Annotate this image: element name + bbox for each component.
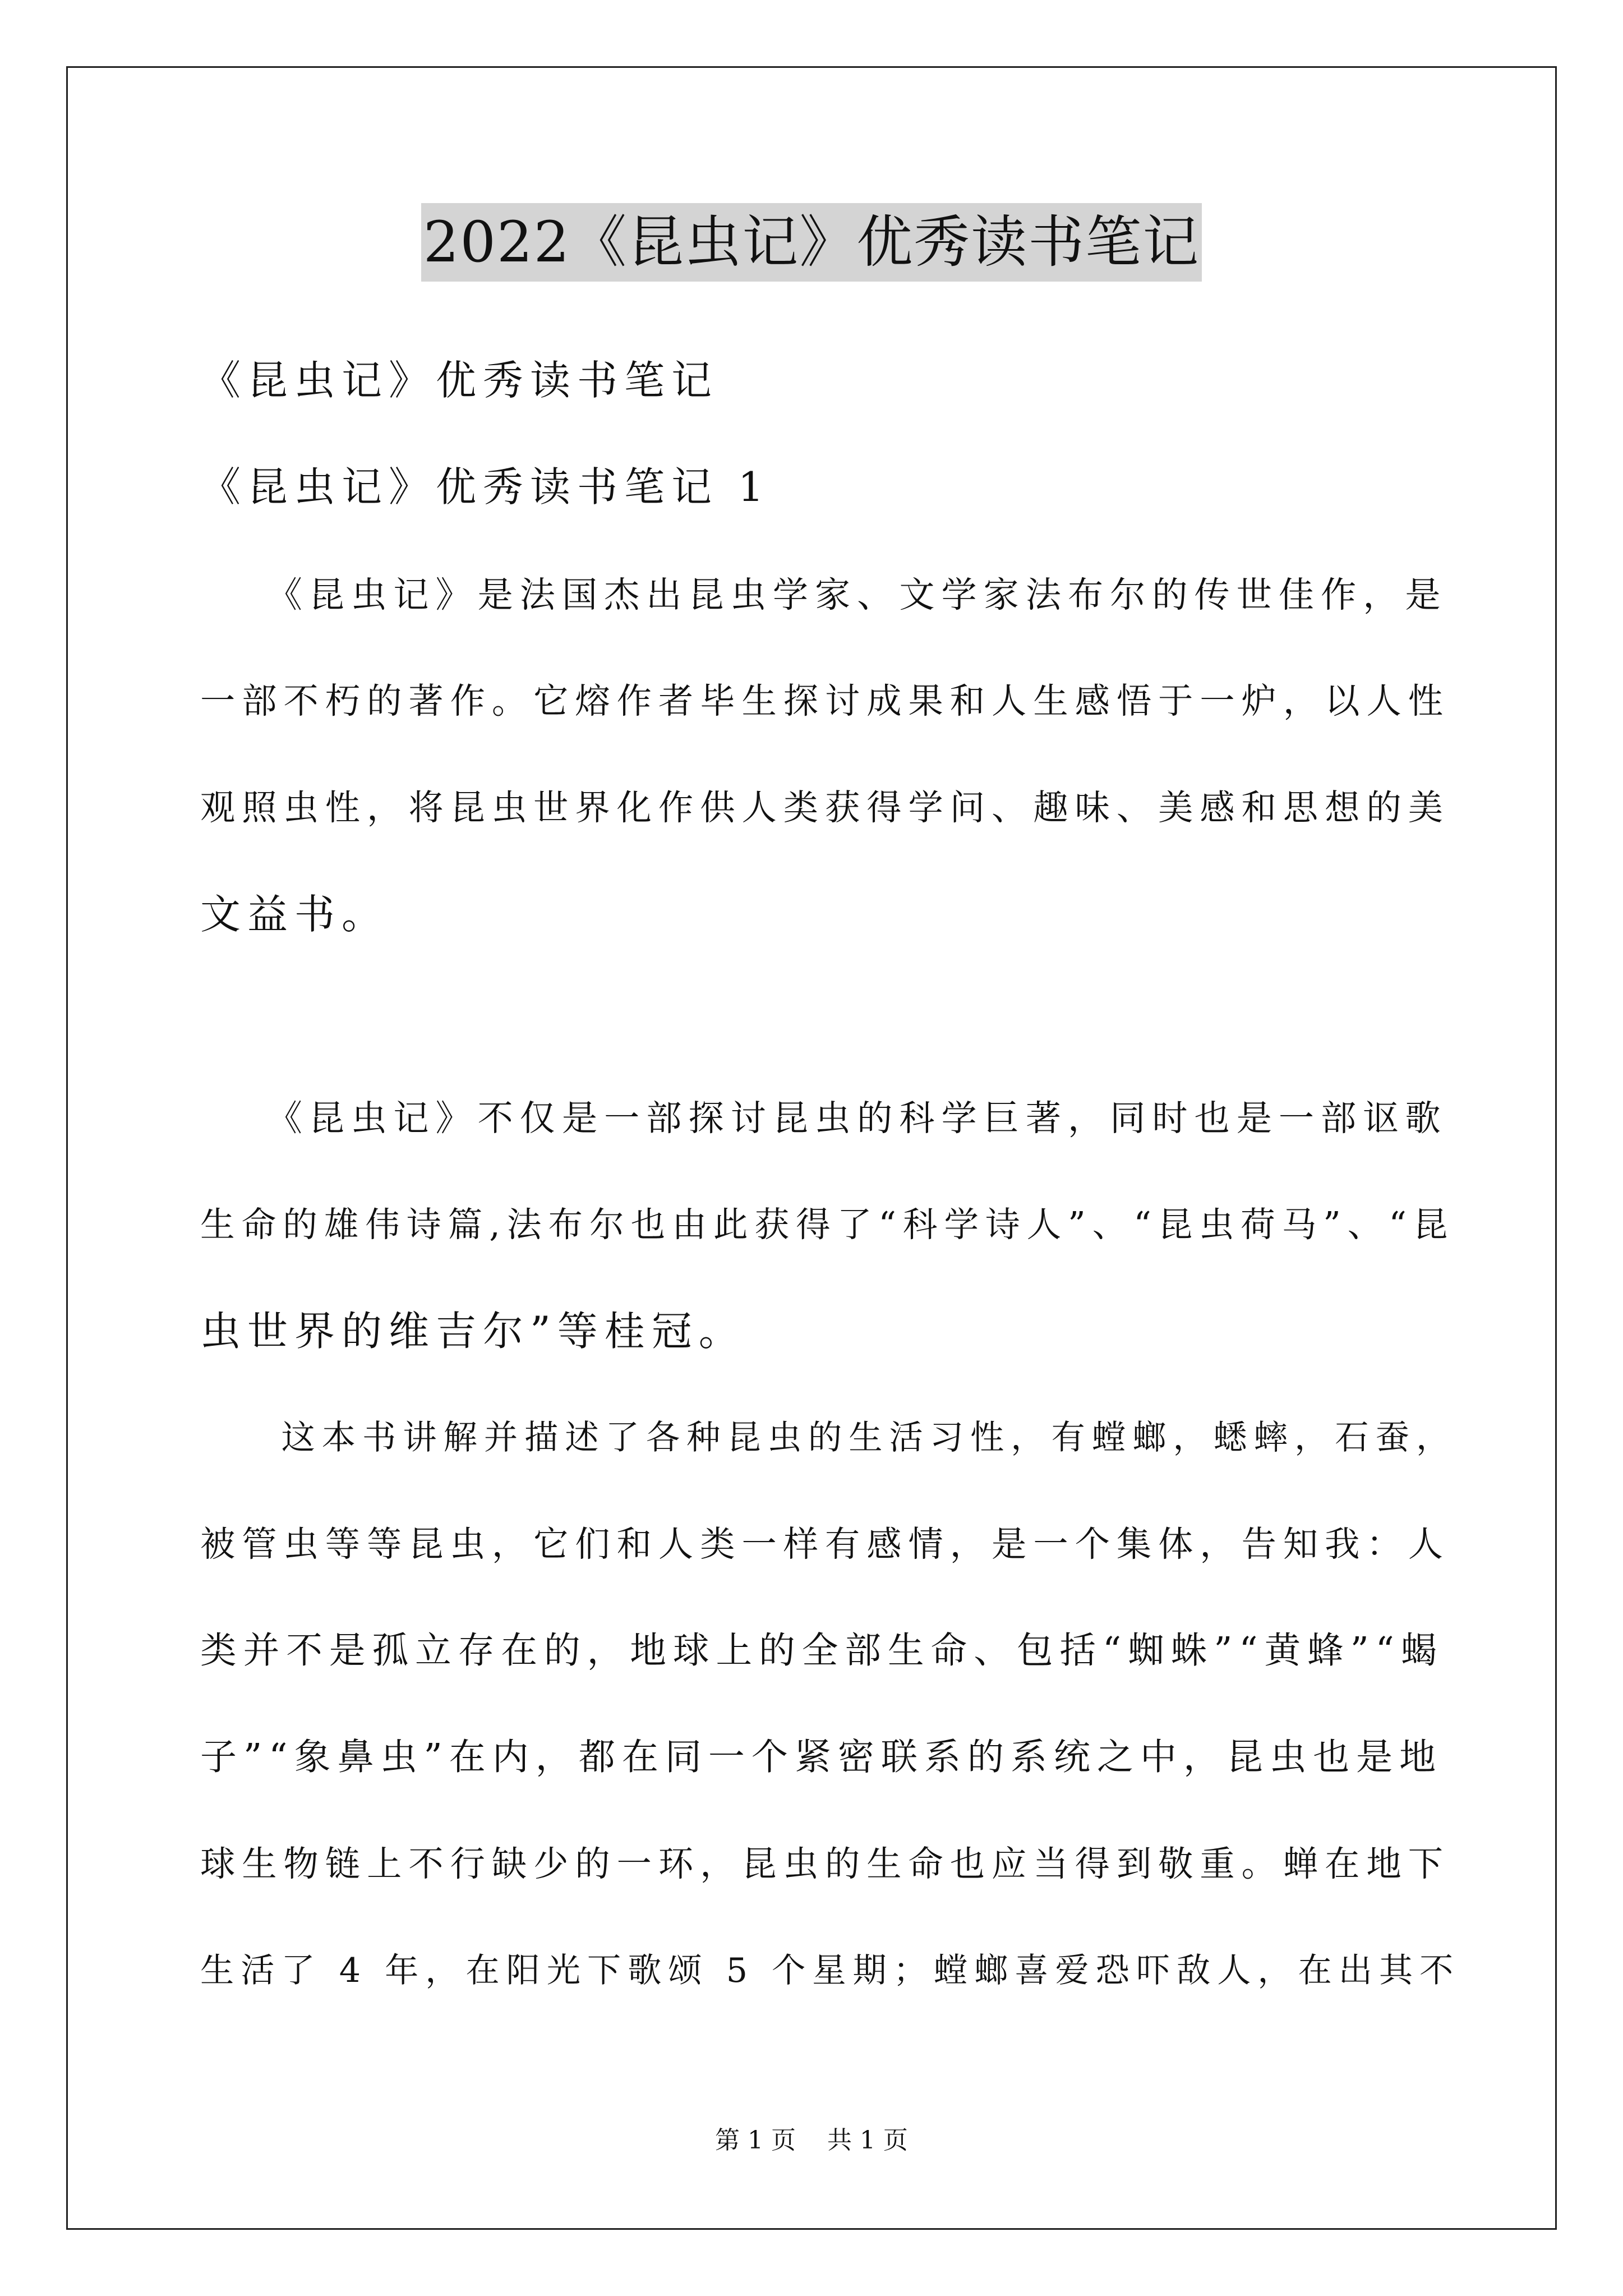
paragraph-line: 观照虫性，将昆虫世界化作供人类获得学问、趣味、美感和思想的美 [200, 787, 1450, 828]
paragraph-line: 类并不是孤立存在的，地球上的全部生命、包括“蜘蛛”“黄蜂”“蝎 [200, 1630, 1444, 1672]
paragraph-line: 生活了 4 年，在阳光下歌颂 5 个星期；螳螂喜爱恐吓敌人，在出其不 [200, 1951, 1460, 1990]
paragraph-line: 被管虫等等昆虫，它们和人类一样有感情，是一个集体，告知我：人 [200, 1524, 1450, 1565]
paragraph-line: 生命的雄伟诗篇,法布尔也由此获得了“科学诗人”、“昆虫荷马”、“昆 [200, 1204, 1455, 1245]
title-container [0, 203, 1623, 282]
paragraph-line: 文益书。 [200, 891, 389, 938]
paragraph-line: 《昆虫记》不仅是一部探讨昆虫的科学巨著，同时也是一部讴歌 [200, 1097, 1447, 1139]
paragraph-line: 球生物链上不行缺少的一环，昆虫的生命也应当得到敬重。蝉在地下 [200, 1843, 1450, 1884]
paragraph-line: 《昆虫记》是法国杰出昆虫学家、文学家法布尔的传世佳作，是 [200, 574, 1447, 615]
subtitle-line: 《昆虫记》优秀读书笔记 1 [200, 463, 771, 510]
paragraph-line: 子”“象鼻虫”在内，都在同一个紧密联系的系统之中，昆虫也是地 [200, 1736, 1443, 1778]
paragraph-line: 虫世界的维吉尔”等桂冠。 [200, 1308, 746, 1355]
subtitle-line: 《昆虫记》优秀读书笔记 [200, 357, 719, 404]
page-footer: 第 1 页 共 1 页 [715, 2126, 908, 2155]
paragraph-line: 这本书讲解并描述了各种昆虫的生活习性，有螳螂，蟋蟀，石蚕， [200, 1418, 1457, 1457]
paragraph-line: 一部不朽的著作。它熔作者毕生探讨成果和人生感悟于一炉，以人性 [200, 680, 1450, 721]
document-title: 2022《昆虫记》优秀读书笔记 [421, 203, 1202, 282]
